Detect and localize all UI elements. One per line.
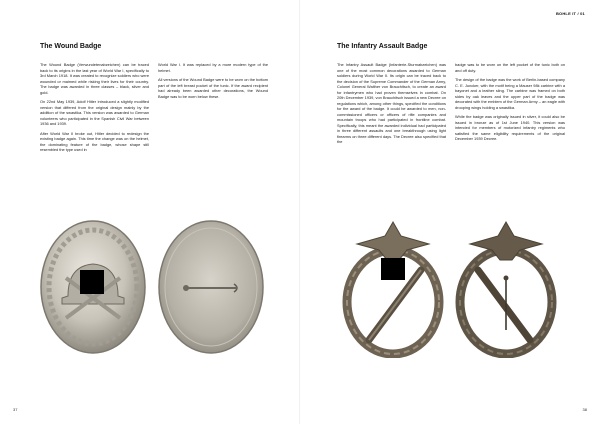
- left-column-2: [158, 62, 268, 103]
- paragraph: All versions of the Wound Badge were to be worn on the bottom part of the left breast pocket of the tunic. If the award recipient had already been awarded other decorations, the Wound Badge was to be worn below these.: [158, 77, 269, 99]
- right-page: [300, 0, 600, 424]
- paragraph: The Infantry Assault Badge (Infanterie-Sturmabzeichen) was one of the most common decorations awarded to German soldiers during World War II. Its origin can be traced back to the decision of the Supreme Commander of the German Army, Colonel General Walther von Brauchitsch, to create an award for infantrymen who had proven themselves in combat. On 20th December 1939, von Brauchitsch issued a new Decree on regulations which, among other things, specified the conditions for the award of the badge. It could be awarded to men, non-commissioned officers or officers of rifle companies and mountain troops who had participated in frontline combat. Specifically, this meant the awarded individual had participated in three different assaults and one breakthrough using light firearms on three different days. The Decree also specified that the: [337, 62, 447, 144]
- wound-badge-back-photo: [156, 218, 266, 356]
- page-number-right: 38: [582, 407, 587, 412]
- right-column-1: [337, 62, 446, 149]
- wound-badge-front-photo: [38, 218, 148, 356]
- paragraph: After World War II broke out, Hitler decided to redesign the existing badge again. This time the change was on the helmet, the dominating feature of the badge, whose shape still resembled the type used in: [40, 130, 149, 152]
- wound-badge-heading: The Wound Badge: [40, 43, 102, 50]
- running-head: BOHLE IT / 01: [555, 11, 585, 16]
- paragraph: The design of the badge was the work of Berlin-based company C. E. Juncker, with the motif being a Mauser 98k carbine with a bayonet and a leather sling. The carbine was framed on both sides by oak leaves and the upper part of the badge was decorated with the emblem of the German Army – an eagle with drooping wings holding a swastika.: [455, 77, 565, 110]
- left-column-1: [40, 62, 149, 157]
- infantry-assault-badge-back-photo: [450, 218, 562, 358]
- paragraph: On 22nd May 1939, Adolf Hitler introduced a slightly modified version that differed from the original design mainly by the addition of the swastika. This version was awarded to German volunteers who participated in the Spanish Civil War between 1936 and 1939.: [40, 99, 149, 126]
- paragraph: World War I. It was replaced by a more modern type of the helmet.: [158, 62, 268, 73]
- right-column-2: [455, 62, 565, 146]
- censor-block: [80, 270, 104, 294]
- censor-block: [381, 258, 405, 280]
- infantry-assault-badge-front-photo: [337, 218, 449, 358]
- paragraph: While the badge was originally issued in silver, it could also be issued in bronze as of 1st June 1940. This version was intended for members of motorized infantry regiments who satisfied the same eligibility requirements of the original December 1939 Decree.: [455, 114, 565, 141]
- paragraph: The Wound Badge (Verwundetenabzeichen) can be traced back to its origins in the last year of World War I, specifically to 3rd March 1918. It was created to recognize soldiers who were wounded or maimed while risking their lives for their country. The badge was awarded in three classes – black, silver and gold.: [40, 62, 149, 95]
- paragraph: badge was to be worn on the left pocket of the tunic both on and off duty.: [455, 62, 565, 73]
- infantry-assault-badge-heading: The Infantry Assault Badge: [337, 43, 428, 50]
- page-number-left: 37: [13, 407, 18, 412]
